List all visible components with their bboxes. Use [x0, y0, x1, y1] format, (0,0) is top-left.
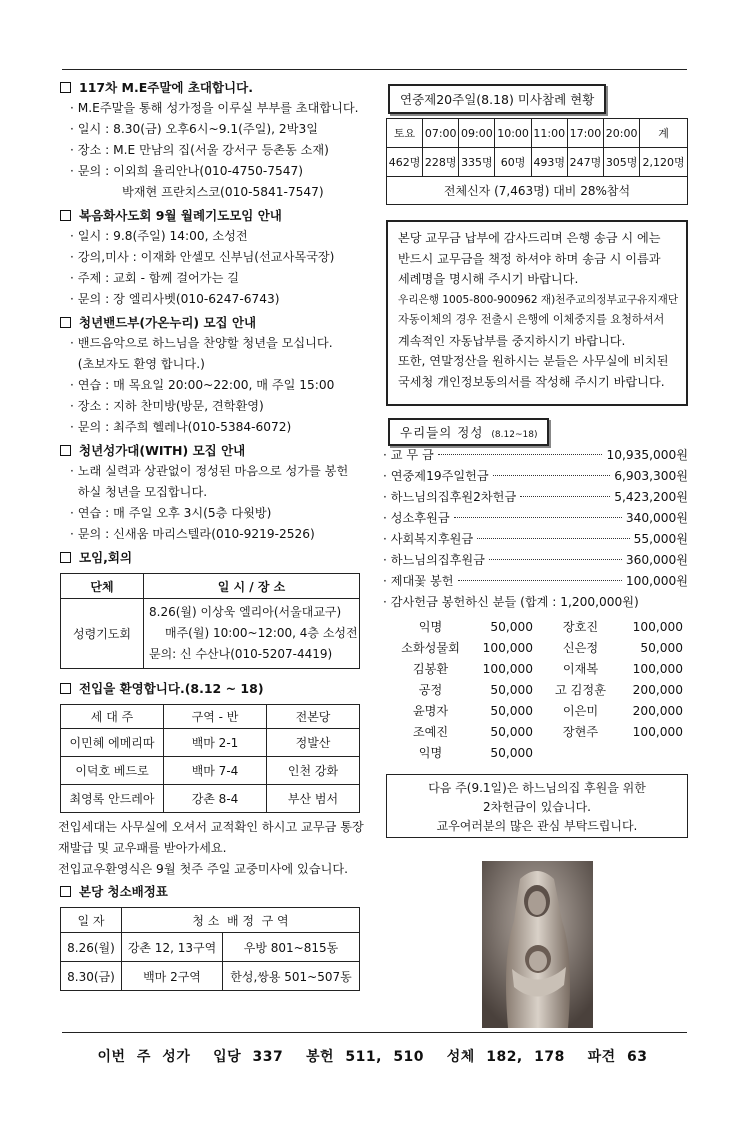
- mass-header: 17:00: [567, 119, 603, 148]
- left-column: [60, 78, 365, 991]
- dotted-leader: [458, 580, 622, 581]
- table-cell: 백마 2-1: [164, 729, 267, 757]
- next-week-notice: [386, 774, 688, 838]
- meeting-title: 모임,회의: [60, 548, 365, 568]
- mass-value: 493명: [531, 148, 567, 177]
- table-cell: 강촌 8-4: [164, 785, 267, 813]
- donor-grid: [383, 617, 688, 764]
- table-row: [61, 933, 360, 962]
- cleaning-table: [60, 907, 360, 991]
- choir-line: · 연습 : 매 주일 오후 3시(5층 다윗방): [70, 506, 272, 520]
- donor-name: 이은미: [562, 704, 599, 718]
- table-cell: 8.26(월): [61, 933, 122, 962]
- meeting-section: [60, 548, 365, 669]
- mass-value: 2,120명: [640, 148, 688, 177]
- notice-line: 본당 교무금 납부에 감사드리며 은행 송금 시 에는: [398, 231, 661, 245]
- table-row: [61, 785, 360, 813]
- donor-name: 고 김정훈: [555, 683, 606, 697]
- donor-amount: 50,000: [490, 620, 533, 634]
- square-bullet-icon: [60, 210, 71, 221]
- table-row: [61, 599, 360, 669]
- donor-amount: 50,000: [490, 746, 533, 760]
- band-line: · 밴드음악으로 하느님을 찬양할 청년을 모십니다.: [70, 336, 333, 350]
- offering-item: · 사회복지후원금 55,000원: [383, 532, 688, 546]
- choir-section: [60, 441, 365, 545]
- me-line: · 장소 : M.E 만남의 집(서울 강서구 등촌동 소재): [70, 143, 329, 157]
- table-header: 일 자: [61, 908, 122, 933]
- band-line: · 문의 : 최주희 헬레나(010-5384-6072): [70, 420, 292, 434]
- meeting-table: [60, 573, 360, 669]
- band-line: · 장소 : 지하 찬미방(방문, 견학환영): [70, 399, 264, 413]
- donor-name: 익명: [418, 746, 443, 760]
- dotted-leader: [477, 538, 629, 539]
- welcome-note: 전입세대는 사무실에 오셔서 교적확인 하시고 교무금 통장: [58, 820, 364, 834]
- mass-header: 20:00: [604, 119, 640, 148]
- donor-amount: 200,000: [632, 683, 683, 697]
- gospel-line: · 일시 : 9.8(주일) 14:00, 소성전: [70, 229, 248, 243]
- offering-item: · 제대꽃 봉헌 100,000원: [383, 574, 688, 588]
- table-cell: 우방 801~815동: [223, 933, 360, 962]
- donor-name: 조예진: [412, 725, 449, 739]
- mass-header-row: [387, 119, 688, 148]
- mass-value: 305명: [604, 148, 640, 177]
- mass-table: [386, 118, 688, 205]
- donor-amount: 100,000: [632, 620, 683, 634]
- thanks-title: · 감사헌금 봉헌하신 분들 (합계 : 1,200,000원): [383, 595, 639, 609]
- welcome-note: 재발급 및 교우패를 받아가세요.: [58, 841, 227, 855]
- mass-header: 11:00: [531, 119, 567, 148]
- gospel-line: · 주제 : 교회 - 함께 걸어가는 길: [70, 271, 240, 285]
- me-line: · 일시 : 8.30(금) 오후6시~9.1(주일), 2박3일: [70, 122, 318, 136]
- donor-amount: 50,000: [490, 725, 533, 739]
- donor-amount: 100,000: [482, 641, 533, 655]
- mass-summary-row: [387, 177, 688, 205]
- donor-name: [533, 743, 628, 764]
- welcome-notes: [58, 817, 365, 880]
- mass-title: 연중제20주일(8.18) 미사참례 현황: [388, 84, 606, 114]
- cleaning-section: [60, 882, 365, 991]
- tithe-notice-box: [386, 220, 688, 406]
- donor-amount: 100,000: [482, 662, 533, 676]
- square-bullet-icon: [60, 445, 71, 456]
- mass-header: 10:00: [495, 119, 531, 148]
- mass-value: 247명: [567, 148, 603, 177]
- mass-value: 60명: [495, 148, 531, 177]
- notice-line: 우리은행 1005-800-900962 재)천주교의정부교구유지재단: [398, 293, 679, 306]
- meeting-detail-line: 문의: 신 수산나(010-5207-4419): [149, 647, 333, 661]
- me-title: 117차 M.E주말에 초대합니다.: [60, 78, 365, 98]
- mass-header: 09:00: [459, 119, 495, 148]
- table-cell: 백마 7-4: [164, 757, 267, 785]
- table-header: 세 대 주: [61, 705, 164, 729]
- table-cell: 정발산: [267, 729, 360, 757]
- welcome-table: [60, 704, 360, 813]
- donor-amount: 50,000: [490, 683, 533, 697]
- mass-value: 462명: [387, 148, 423, 177]
- offering-item: · 하느님의집후원금 360,000원: [383, 553, 688, 567]
- offering-title: [388, 418, 549, 446]
- table-row: [61, 729, 360, 757]
- madonna-image: [482, 861, 593, 1028]
- offering-title-text: 우리들의 정성: [400, 425, 484, 440]
- madonna-statue-icon: [482, 861, 593, 1028]
- table-header-row: [61, 574, 360, 599]
- gospel-line: · 문의 : 장 엘리사벳(010-6247-6743): [70, 292, 280, 306]
- table-row: [61, 757, 360, 785]
- notice-line: 또한, 연말정산을 원하시는 분들은 사무실에 비치된: [398, 354, 669, 368]
- donor-amount: 50,000: [640, 641, 683, 655]
- mass-value-row: [387, 148, 688, 177]
- me-section: [60, 78, 365, 203]
- donor-amount: 100,000: [632, 662, 683, 676]
- choir-line: · 문의 : 신새움 마리스텔라(010-9219-2526): [70, 527, 315, 541]
- dotted-leader: [489, 559, 622, 560]
- notice-line: 자동이체의 경우 전출시 은행에 이체중지를 요청하셔서: [398, 313, 665, 326]
- offering-list: [383, 445, 688, 764]
- table-cell: 최영록 안드레아: [61, 785, 164, 813]
- choir-title: 청년성가대(WITH) 모집 안내: [60, 441, 365, 461]
- table-header: 단체: [61, 574, 144, 599]
- table-cell: 8.30(금): [61, 962, 122, 991]
- meeting-detail-line: 8.26(월) 이상욱 엘리아(서울대교구): [149, 605, 342, 619]
- next-line: 다음 주(9.1일)은 하느님의집 후원을 위한: [428, 781, 646, 795]
- donor-name: 장현주: [562, 725, 599, 739]
- meeting-details: [144, 599, 360, 669]
- dotted-leader: [438, 454, 603, 455]
- donor-amount: 200,000: [632, 704, 683, 718]
- band-title: 청년밴드부(가온누리) 모집 안내: [60, 313, 365, 333]
- table-header: 구역 - 반: [164, 705, 267, 729]
- gospel-line: · 강의,미사 : 이재화 안셀모 신부님(선교사목국장): [70, 250, 335, 264]
- donor-name: 소화성물회: [401, 641, 460, 655]
- meeting-group: 성령기도회: [61, 599, 144, 669]
- donor-amount: 50,000: [490, 704, 533, 718]
- donor-name: 윤명자: [412, 704, 449, 718]
- mass-header: 07:00: [423, 119, 459, 148]
- band-section: [60, 313, 365, 438]
- table-row: [61, 962, 360, 991]
- table-cell: 인천 강화: [267, 757, 360, 785]
- dotted-leader: [520, 496, 610, 497]
- welcome-note: 전입교우환영식은 9월 첫주 주일 교중미사에 있습니다.: [58, 862, 349, 876]
- offering-period: (8.12~18): [491, 430, 538, 440]
- table-header: 일 시 / 장 소: [144, 574, 360, 599]
- table-cell: 부산 범서: [267, 785, 360, 813]
- welcome-section: [60, 679, 365, 880]
- table-header-row: [61, 705, 360, 729]
- next-line: 교우여러분의 많은 관심 부탁드립니다.: [436, 819, 638, 833]
- notice-line: 반드시 교무금을 책정 하셔야 하며 송금 시 이름과: [398, 251, 661, 266]
- me-line-cont: 박재현 프란치스코(010-5841-7547): [122, 185, 324, 199]
- bottom-rule: [62, 1032, 687, 1033]
- choir-line: 하실 청년을 모집합니다.: [70, 485, 208, 499]
- square-bullet-icon: [60, 683, 71, 694]
- band-line: (초보자도 환영 합니다.): [70, 357, 205, 371]
- gospel-section: [60, 206, 365, 310]
- donor-name: 이재복: [562, 662, 599, 676]
- square-bullet-icon: [60, 886, 71, 897]
- notice-line: 계속적인 자동납부를 중지하시기 바랍니다.: [398, 333, 626, 348]
- donor-name: 장호진: [562, 620, 599, 634]
- table-cell: 이민혜 에메리따: [61, 729, 164, 757]
- hymn-footer: 이번 주 성가 입당 337 봉헌 511, 510 성체 182, 178 파견 63: [97, 1049, 648, 1065]
- donor-amount: [628, 743, 683, 764]
- offering-item: · 교 무 금 10,935,000원: [383, 448, 688, 462]
- square-bullet-icon: [60, 317, 71, 328]
- table-cell: 백마 2구역: [122, 962, 223, 991]
- square-bullet-icon: [60, 552, 71, 563]
- donor-name: 익명: [418, 620, 443, 634]
- donor-name: 신은정: [562, 641, 599, 655]
- offering-item: · 하느님의집후원2차헌금 5,423,200원: [383, 490, 688, 504]
- donor-name: 공정: [418, 683, 443, 697]
- cleaning-title: 본당 청소배정표: [60, 882, 365, 902]
- dotted-leader: [493, 475, 611, 476]
- table-cell: 강촌 12, 13구역: [122, 933, 223, 962]
- table-header: 청 소 배 정 구 역: [122, 908, 360, 933]
- meeting-detail-line: 매주(월) 10:00~12:00, 4층 소성전: [165, 626, 358, 640]
- dotted-leader: [454, 517, 622, 518]
- donor-amount: 100,000: [632, 725, 683, 739]
- me-line: · M.E주말을 통해 성가정을 이루실 부부를 초대합니다.: [70, 101, 359, 115]
- mass-value: 335명: [459, 148, 495, 177]
- welcome-title: 전입을 환영합니다.(8.12 ~ 18): [60, 679, 365, 699]
- band-line: · 연습 : 매 목요일 20:00~22:00, 매 주일 15:00: [70, 378, 335, 392]
- table-header: 전본당: [267, 705, 360, 729]
- square-bullet-icon: [60, 82, 71, 93]
- mass-header: 토요: [387, 119, 423, 148]
- top-rule: [62, 69, 687, 70]
- mass-summary: 전체신자 (7,463명) 대비 28%참석: [387, 177, 688, 205]
- next-line: 2차헌금이 있습니다.: [482, 800, 591, 814]
- mass-header: 계: [640, 119, 688, 148]
- table-cell: 이덕호 베드로: [61, 757, 164, 785]
- donor-name: 김봉환: [412, 662, 449, 676]
- me-line: · 문의 : 이외희 율리안나(010-4750-7547): [70, 164, 304, 178]
- gospel-title: 복음화사도회 9월 월례기도모임 안내: [60, 206, 365, 226]
- notice-line: 세례명을 명시해 주시기 바랍니다.: [398, 272, 579, 286]
- notice-line: 국세청 개인정보동의서를 작성해 주시기 바랍니다.: [398, 374, 665, 389]
- table-cell: 한성,쌍용 501~507동: [223, 962, 360, 991]
- offering-item: · 연중제19주일헌금 6,903,300원: [383, 469, 688, 483]
- offering-item: · 성소후원금 340,000원: [383, 511, 688, 525]
- table-header-row: [61, 908, 360, 933]
- mass-value: 228명: [423, 148, 459, 177]
- choir-line: · 노래 실력과 상관없이 정성된 마음으로 성가를 봉헌: [70, 464, 349, 478]
